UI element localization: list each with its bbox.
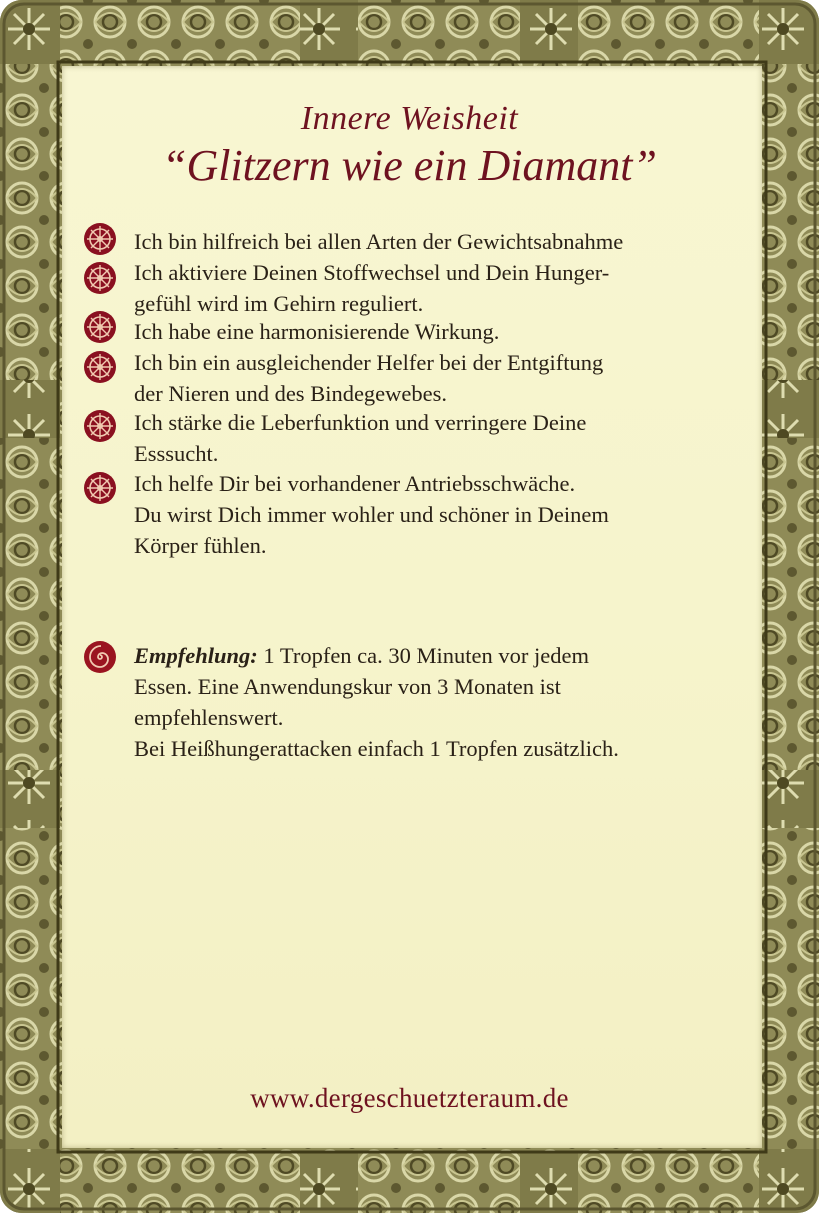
wheel-icon bbox=[83, 261, 117, 295]
list-item-line: Ich helfe Dir bei vorhandener Antriebsschwäche. bbox=[134, 471, 576, 496]
list-item-line: Ich habe eine harmonisierende Wirkung. bbox=[134, 319, 500, 344]
list-item-line: Ich stärke die Leberfunktion und verringere Deine bbox=[134, 410, 587, 435]
list-item-line: Esssucht. bbox=[134, 441, 219, 466]
spiral-icon bbox=[83, 640, 117, 674]
list-item-line: Ich aktiviere Deinen Stoffwechsel und Dein Hunger- bbox=[134, 260, 610, 285]
list-item bbox=[134, 407, 774, 469]
list-item bbox=[134, 347, 774, 409]
recommendation-text: 1 Tropfen ca. 30 Minuten vor jedem bbox=[257, 643, 589, 668]
recommendation-line: Bei Heißhungerattacken einfach 1 Tropfen zusätzlich. bbox=[134, 736, 619, 761]
list-item-line: gefühl wird im Gehirn reguliert. bbox=[134, 291, 424, 316]
list-item bbox=[134, 226, 774, 257]
list-item-line: Körper fühlen. bbox=[134, 533, 267, 558]
wheel-icon bbox=[83, 310, 117, 344]
wheel-icon bbox=[83, 409, 117, 443]
card-title: Innere Weisheit bbox=[300, 100, 519, 137]
list-item-line: Ich bin ein ausgleichender Helfer bei der Entgiftung bbox=[134, 350, 604, 375]
recommendation-label: Empfehlung: bbox=[134, 643, 258, 668]
card-subtitle: “Glitzern wie ein Diamant” bbox=[161, 141, 658, 190]
recommendation-line: empfehlenswert. bbox=[134, 705, 284, 730]
recommendation bbox=[134, 640, 774, 764]
wheel-icon bbox=[83, 222, 117, 256]
list-item bbox=[134, 316, 774, 347]
list-item-line: Ich bin hilfreich bei allen Arten der Gewichtsabnahme bbox=[134, 229, 624, 254]
list-item bbox=[134, 468, 774, 561]
wheel-icon bbox=[83, 471, 117, 505]
recommendation-line: Essen. Eine Anwendungskur von 3 Monaten ist bbox=[134, 674, 561, 699]
wheel-icon bbox=[83, 350, 117, 384]
website-link[interactable]: www.dergeschuetzteraum.de bbox=[250, 1083, 569, 1113]
list-item-line: der Nieren und des Bindegewebes. bbox=[134, 381, 448, 406]
list-item-line: Du wirst Dich immer wohler und schöner in Deinem bbox=[134, 502, 609, 527]
list-item bbox=[134, 257, 774, 319]
